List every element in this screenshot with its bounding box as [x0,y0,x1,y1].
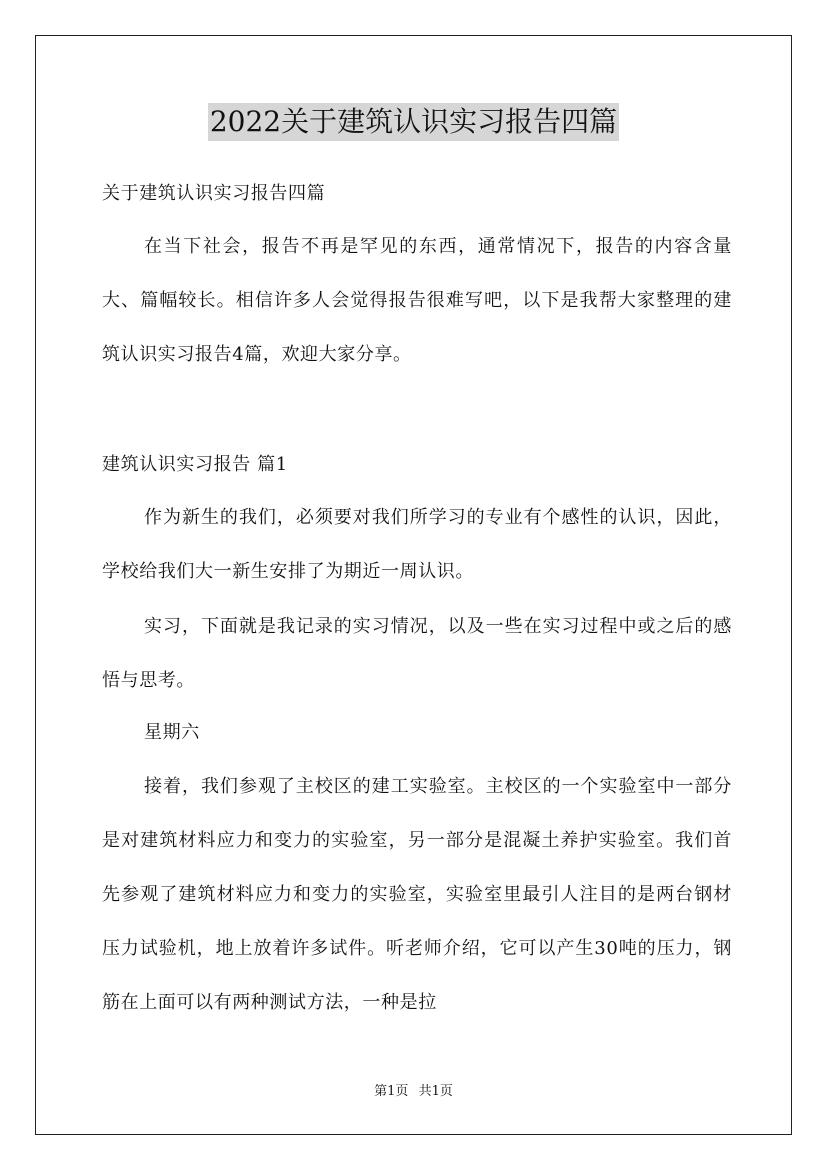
page-number: 第1页 [374,1084,409,1099]
title-wrap [0,103,827,141]
intro-paragraph: 在当下社会，报告不再是罕见的东西，通常情况下，报告的内容含量大、篇幅较长。相信许多人会觉得报告很难写吧，以下是我帮大家整理的建筑认识实习报告4篇，欢迎大家分享。 [102,236,732,365]
body-paragraph: 星期六 [144,722,200,743]
document-subtitle: 关于建筑认识实习报告四篇 [102,183,326,204]
body-paragraph: 作为新生的我们，必须要对我们所学习的专业有个感性的认识，因此，学校给我们大一新生安排了为期近一周认识。 [102,507,732,582]
body-paragraph: 接着，我们参观了主校区的建工实验室。主校区的一个实验室中一部分是对建筑材料应力和变力的实验室，另一部分是混凝土养护实验室。我们首先参观了建筑材料应力和变力的实验室，实验室里最引人注目的是两台钢材压力试验机，地上放着许多试件。听老师介绍，它可以产生30吨的压力，钢筋在上面可以有两种测试方法，一种是拉 [102,776,732,1013]
page-total: 共1页 [418,1084,453,1099]
document-title: 2022关于建筑认识实习报告四篇 [208,103,619,141]
page-footer [0,1083,827,1101]
section-heading: 建筑认识实习报告 篇1 [102,454,288,475]
body-paragraph: 实习，下面就是我记录的实习情况，以及一些在实习过程中或之后的感悟与思考。 [102,616,732,691]
